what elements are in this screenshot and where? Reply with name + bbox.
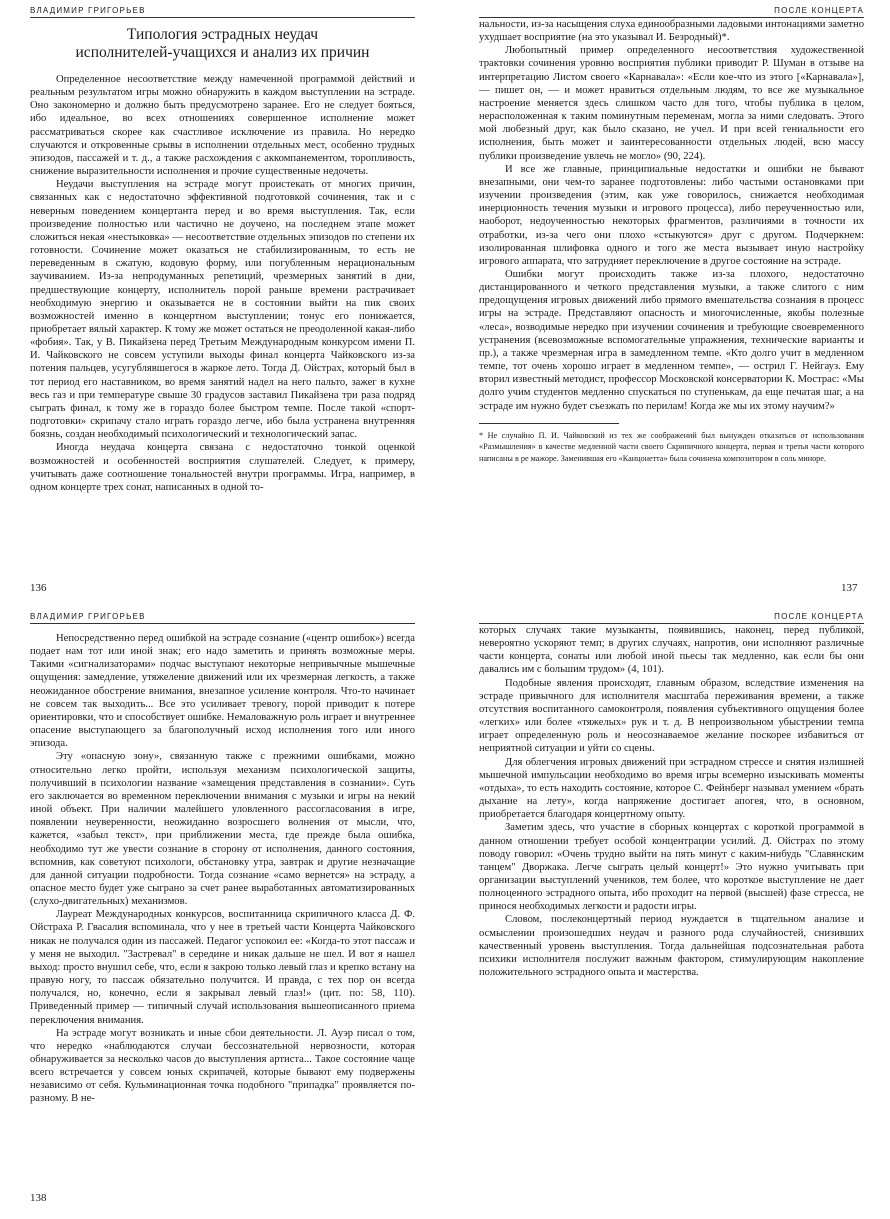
paragraph: И все же главные, принципиальные недостатки и ошибки не бывают внезапными, они чем-то заранее подготовлены: либо частыми остановками при изучении произведения (этим, как уже говорилось, снижается необходимая инерционность течения музыки и игрового процесса), либо переученностью или, наоборот, недоученностью некоторых фрагментов, различиями в точности их отработки, из-за чего они плохо «стыкуются» друг с другом. Подчеркнем: изолированная шлифовка одного и того же места вызывает иную настройку игрового аппарата, что затрудняет переключение в другое состояние на эстраде. <box>479 163 864 267</box>
paragraph: Для облегчения игровых движений при эстрадном стрессе и снятия излишней мышечной импульсации необходимо во время игры всемерно изыскивать моменты «отдыха», то есть находить состояние, которое С. Фейнберг называл умением «брать дыхание на лету», когда напряжение достигает апогея, что, в основном, приобретается благодаря концертному опыту. <box>479 756 864 821</box>
paragraph: Непосредственно перед ошибкой на эстраде сознание («центр ошибок») всегда подает нам тот или иной знак; его надо заметить и принять возможные меры. Такими «сигнализаторами» подчас выступают некоторые непривычные мышечные ощущения: замедление, утяжеление движений или их чрезмерная легкость, а также неожиданное обострение внимания, внезапное усиление контроля. Что-то начинает не совсем так выходить... Все это усиливает тревогу, порой приводит к потере ориентировки, что и способствует ошибке. Немаловажную роль играет и внутреннее опасение выступающего за благополучный исход исполнения того или иного эпизода. <box>30 633 415 750</box>
running-head: ПОСЛЕ КОНЦЕРТА <box>479 612 864 624</box>
paragraph: Словом, послеконцертный период нуждается в тщательном анализе и осмыслении произошедших неудач и разного рода случайностей, снизивших качественный уровень выступления. Тогда дальнейшая подсознательная работа психики исполнителя послужит важным фактором, стимулирующим накопление положительного эстрадного опыта и мастерства. <box>479 914 864 979</box>
page-number: 137 <box>841 582 858 594</box>
running-head: ПОСЛЕ КОНЦЕРТА <box>479 6 864 18</box>
page-137 <box>479 6 864 464</box>
paragraph: Подобные явления происходят, главным образом, вследствие изменения на эстраде привычного для исполнителя масштаба переживания времени, а также отсутствия воспитанного самоконтроля, появления субъективного ощущения более «легких» или более «тяжелых» рук и т. д. В непроизвольном убыстрении темпа играет определенную роль и неосознаваемое желание поскорее избавиться от неприятной ситуации и уйти со сцены. <box>479 677 864 755</box>
page-139 <box>479 612 864 979</box>
running-head: ВЛАДИМИР ГРИГОРЬЕВ <box>30 612 415 624</box>
page-number: 138 <box>30 1192 47 1204</box>
body-text <box>479 624 864 979</box>
paragraph: нальности, из-за насыщения слуха единообразными ладовыми интонациями заметно ухудшает восприятие (на это указывал И. Безродный)*. <box>479 19 864 44</box>
paragraph: Эту «опасную зону», связанную также с прежними ошибками, можно относительно легко пройти, используя механизм психологической защиты, получивший в психологии название «замещения представления в сознании». Суть его заключается во временном переключении внимания с музыки и игры на некий иной объект. При наличии малейшего уловленного рассогласования в игре, появлении неуверенности, неожиданно возросшего волнения от мысли, что, кажется, «забыл текст», при приближении места, где прежде была ошибка, необходимо тут же увести сознание в сторону от исполнения, данного состояния, вспомнив, как советуют психологи, обстановку утра, завтрак и другие незначащие для данной ситуации подробности. Тогда сознание «само вернется» на эстраду, а опасное место будет уже сыграно за счет ранее выработанных автоматизированных (слухо-двигательных) механизмов. <box>30 751 415 908</box>
body-text <box>479 18 864 413</box>
running-head: ВЛАДИМИР ГРИГОРЬЕВ <box>30 6 415 18</box>
chapter-title <box>30 26 415 62</box>
paragraph: Иногда неудача концерта связана с недостаточно тонкой оценкой возможностей и особенностей восприятия слушателей. Следует, к примеру, учитывать даже соотношение тональностей внутри программы. Игра, например, в одном концерте трех сонат, написанных в одной то- <box>30 442 415 493</box>
paragraph: Лауреат Международных конкурсов, воспитанница скрипичного класса Д. Ф. Ойстраха Р. Гвасалия вспоминала, что у нее в третьей части Концерта Чайковского никак не получался один из пассажей. Педагог успокоил ее: «Когда-то этот пассаж и у меня не выходил. "Застревал" в середине и никак дальше не шел. И вот я нашел выход: просто внушил себе, что, если я закрою только левый глаз и крепко встану на правую ногу, то пассаж обязательно получится. И правда, с тех пор он всегда получался, но, конечно, если я закрывал левый глаз!» (цит. по: 58, 110). Приведенный пример — типичный случай использования вышеописанного приема переключения внимания. <box>30 909 415 1026</box>
paragraph: Ошибки могут происходить также из-за плохого, недостаточно дистанцированного и четкого представления музыки, а также слитого с ним предощущения игровых движений либо прямого вмешательства сознания в процесс игры на эстраде. Представляют опасность и многочисленные, якобы полезные «леса», возводимые нередко при изучении сочинения и требующие своевременного устранения (всевозможные вспомогательные упражнения, технические варианты и пр.), а также чрезмерная игра в замедленном темпе. «Кто долго учит в медленном темпе, тот очень хорошо играет в медленном темпе», — острил Г. Нейгауз. Ему вторил известный методист, профессор Московской консерватории К. Мострас: «Мы долго учим студентов медленно спускаться по ступенькам, да еще печатая шаг, а на эстраде им нужно будет съезжать по перилам! Когда же мы их этому научим?» <box>479 268 864 412</box>
body-text <box>30 632 415 1106</box>
chapter-title-line-1: Типология эстрадных неудач <box>126 26 319 43</box>
page-138 <box>30 612 415 1106</box>
paragraph: На эстраде могут возникать и иные сбои деятельности. Л. Ауэр писал о том, что нередко «наблюдаются случаи бессознательной нервозности, которая обнаруживается за несколько часов до выступления артиста... Такое состояние чаще всего встречается у совсем юных скрипачей, которые бывают ему подвержены независимо от себя. Кульминационная точка подобного "припадка" проявляется по-разному. В не- <box>30 1027 415 1105</box>
paragraph: Неудачи выступления на эстраде могут проистекать от многих причин, связанных как с недостаточно эффективной подготовкой сочинения, так и с неверным поведением концертанта перед и во время выступления. Так, если произведение полностью или частично не доучено, на последнем этапе может сложиться некая «нестыковка» — несоответствие отдельных эпизодов по степени их готовности. Сочинение может оказаться не стабилизированным, то есть не переведенным в сжатую, кодовую форму, или погубленным нерациональным заучиванием. Из-за непродуманных репетиций, чрезмерных занятий в дни, предшествующие концерту, исполнитель порой раньше времени растрачивает необходимую энергию и оказывается не в состоянии выйти на пик своих возможностей именно в концертном выступлении; тонус его понижается, приобретает вялый характер. К тому же может остаться не преодоленной какая-либо «фобия». Так, у В. Пикайзена перед Третьим Международным конкурсом имени П. И. Чайковского не совсем уступили выходы финал концерта Чайковского из-за потения пальцев, усугублявшегося в жаркое лето. Тогда Д. Ойстрах, который был в тот период его наставником, во время занятий надел на него пальто, зажег в кухне весь газ и при температуре свыше 30 градусов заставил Пикайзена три раза подряд сыграть финал, к тому же в гораздо более быстром темпе. После такой «спорт-подготовки» скрипачу стало играть гораздо легче, ибо была устранена внутренняя боязнь, создан необходимый психологический и технологический запас. <box>30 179 415 441</box>
page-136 <box>30 6 415 494</box>
body-text <box>30 73 415 494</box>
footnote-divider <box>479 423 619 424</box>
footnote: * Не случайно П. И. Чайковский из тех же соображений был вынужден отказаться от использования «Размышления» в качестве медленной части своего Скрипичного концерта, первая и третья части которого написаны в ре мажоре. Заменившая его «Канцонетта» была сочинена композитором в соль миноре. <box>479 430 864 463</box>
paragraph: Определенное несоответствие между намеченной программой действий и реальным результатом игры можно обнаружить в каждом выступлении на эстраде. Оно закономерно и должно быть предусмотрено заранее. Его не следует бояться, ибо идеальное, во всех отношениях совершенное исполнение может рассматриваться скорее как счастливое исключение из правила. Но нередко случаются и откровенные срывы в исполнении отдельных мест, особенно трудных эпизодов, пассажей и т. д., а также расхождения с аккомпанементом, торопливость, снижение выразительности исполнения и прочие существенные недочеты. <box>30 74 415 178</box>
paragraph: Любопытный пример определенного несоответствия художественной трактовки сочинения уровню восприятия публики приводит Р. Шуман в отзыве на интерпретацию Листом своего «Карнавала»: «Если кое-что из этого [«Карнавала»], — пишет он, — и может нравиться отдельным людям, то все же музыкальное настроение меняется здесь слишком часто для того, чтобы публика в целом, нерасположенная к таким поминутным переменам, могла за ними следовать. Этого мой любезный друг, как было сказано, не учел. И при всей гениальности его исполнения, быть может и заинтересованности отдельных людей, всю массу публики произведение увлечь не могло» (90, 224). <box>479 45 864 162</box>
paragraph: которых случаях такие музыканты, появившись, наконец, перед публикой, невероятно ускоряют темп; в других случаях, напротив, они исполняют различные части концерта, сонаты или любой иной пьесы так медленно, как если бы они давались им с большим трудом» (4, 101). <box>479 625 864 676</box>
paragraph: Заметим здесь, что участие в сборных концертах с короткой программой в данном отношении требует особой концентрации усилий. Д. Ойстрах по этому поводу говорил: «Очень трудно выйти на пять минут с каким-нибудь "Славянским танцем" Дворжака. Легче сыграть целый концерт!» Это нужно учитывать при организации выступлений учеников, тем более, что короткое выступление не дает полноценного эстрадного опыта, ибо проходит на первой (высшей) фазе стресса, не принося необходимых легкости и радости игры. <box>479 822 864 913</box>
page-number: 136 <box>30 582 47 594</box>
chapter-title-line-2: исполнителей-учащихся и анализ их причин <box>75 44 370 61</box>
